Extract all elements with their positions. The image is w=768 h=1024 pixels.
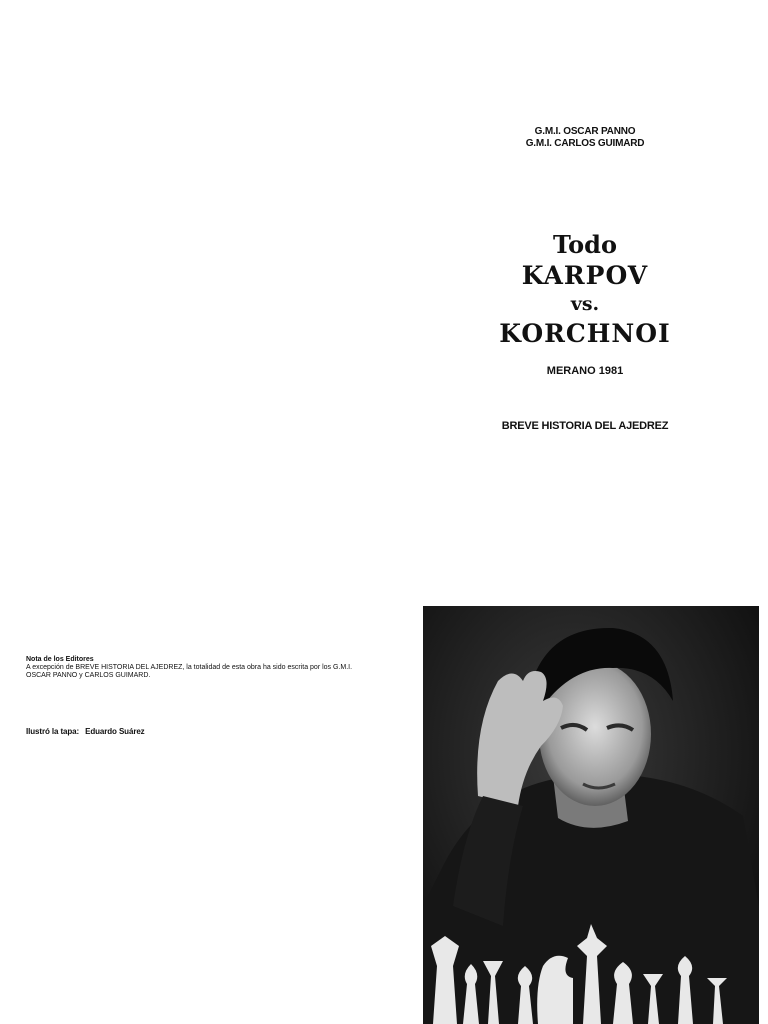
- editor-note: [26, 656, 366, 680]
- illustration-name: Eduardo Suárez: [85, 727, 145, 736]
- title-line-2: KARPOV: [521, 261, 649, 290]
- author-credits: [470, 126, 700, 150]
- event-subtitle: MERANO 1981: [546, 365, 624, 377]
- photo-illustration: [423, 606, 759, 1024]
- illustration-label: Ilustró la tapa:: [26, 727, 80, 736]
- editor-note-body: A excepción de BREVE HISTORIA DEL AJEDREZ, la totalidad de esta obra ha sido escrita por los G.M.I. OSCAR PANNO y CARLOS GUIMARD.: [26, 664, 353, 679]
- title-line-3: vs.: [570, 293, 600, 315]
- series-subtitle: BREVE HISTORIA DEL AJEDREZ: [501, 420, 669, 432]
- title-line-4: KORCHNOI: [499, 319, 671, 348]
- chess-player-photo: [423, 606, 759, 1024]
- editor-note-title: Nota de los Editores: [26, 656, 94, 663]
- title-line-1: Todo: [553, 230, 617, 259]
- author-line-2: G.M.I. CARLOS GUIMARD: [525, 138, 645, 149]
- book-title: [470, 230, 700, 351]
- author-line-1: G.M.I. OSCAR PANNO: [534, 126, 636, 137]
- illustration-credit: [26, 727, 145, 736]
